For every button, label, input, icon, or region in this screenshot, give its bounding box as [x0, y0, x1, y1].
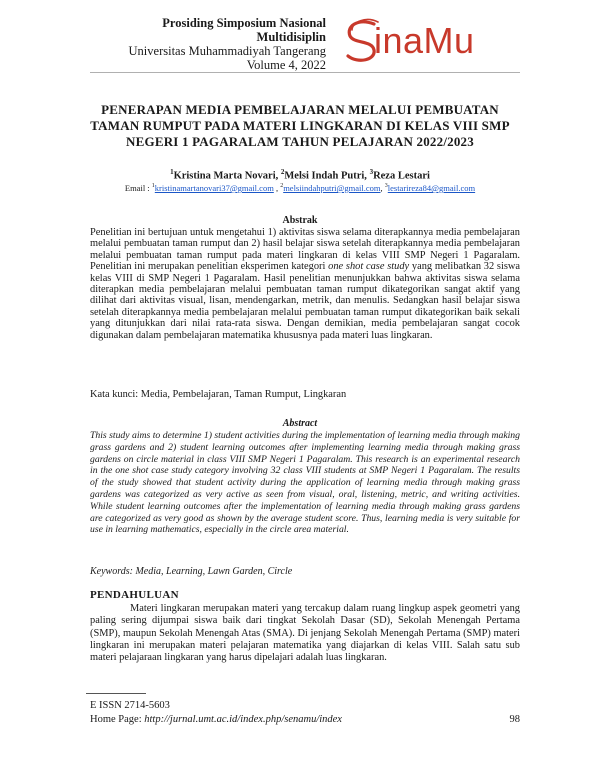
email-label: Email :	[124, 183, 152, 193]
email-1-affil: 1	[151, 183, 155, 190]
header-divider	[90, 72, 520, 73]
paper-title: PENERAPAN MEDIA PEMBELAJARAN MELALUI PEMBUATAN TAMAN RUMPUT PADA MATERI LINGKARAN DI KELAS VIII SMP NEGERI 1 PAGARALAM TAHUN PELAJARAN 2022/2023	[90, 102, 510, 149]
abstract-heading: Abstract	[282, 418, 318, 429]
author-2-affil: 2	[280, 168, 285, 176]
kata-kunci: Kata kunci: Media, Pembelajaran, Taman Rumput, Lingkaran	[90, 389, 347, 400]
footer-divider	[86, 693, 146, 694]
pendahuluan-paragraph: Materi lingkaran merupakan materi yang tercakup dalam ruang lingkup aspek geometri yang paling sering dijumpai siswa baik dari tingkat Sekolah Dasar (SD), Sekolah Menengah Pertama (SMP), maupun Sekolah Menengah Atas (SMA). Di jenjang Sekolah Menengah Pertama (SMP) materi lingkaran ini merupakan materi pelajaran matematika yang diajarkan di kelas VIII. Salah satu sub materi pelajaraan lingkaran yang harus dipelajari adalah luas lingkaran.	[90, 603, 520, 664]
keywords: Keywords: Media, Learning, Lawn Garden, Circle	[90, 566, 293, 577]
email-line	[60, 183, 540, 193]
email-link-3[interactable]: lestarireza84@gmail.com	[387, 183, 476, 193]
email-2-affil: 2	[280, 183, 284, 190]
author-2: Melsi Indah Putri,	[284, 170, 370, 182]
email-sep: ,	[273, 183, 281, 193]
university-name: Universitas Muhammadiyah Tangerang	[128, 44, 326, 58]
page-number: 98	[509, 714, 520, 725]
abstrak-text-part: yang melibatkan 32 siswa kelas VIII di SMP Negeri 1 Pagaralam. Hasil penelitian menunjukkan bahwa aktivitas siswa selama diterapkan media pembelajaran melalui pembuatan taman rumput dikategorikan sangat aktif yang dilihat dari aktivitas visual, lisan, mendengarkan, metrik, dan menulis. Sedangkan hasil belajar siswa setelah diterapkannya media pembelajaran melalui pembuatan taman rumput dikategorikan baik sekali yang ditunjukkan dari nilai rata-rata siswa. Dengan demikian, media pembelajaran sangat cocok digunakan dalam pembelajaran matematika khususnya pada materi luas lingkaran.	[90, 261, 521, 341]
abstrak-heading: Abstrak	[282, 215, 318, 226]
abstrak-italic-term: one shot case study	[328, 261, 410, 273]
email-3-affil: 3	[384, 183, 388, 190]
author-list	[90, 168, 510, 182]
volume-label: Volume 4, 2022	[246, 58, 326, 72]
homepage-line	[90, 714, 342, 725]
proceedings-name: Prosiding Simposium Nasional Multidisiplin	[162, 16, 326, 44]
email-sep: ,	[380, 183, 385, 193]
abstract-text: This study aims to determine 1) student activities during the implementation of learning media through making grass gardens and 2) student learning outcomes after implementing learning media through making grass gardens on circle material in class VIII SMP Negeri 1 Pagaralam. This research is an experimental research in the one shot case study category involving 32 class VIII students at SMP Negeri 1 Pagaralam. The results of the study showed that student activity during the application of learning media through making grass gardens was categorized as very active as seen from visual, oral, listening, metric, and writing activities. While student learning outcomes after the implementation of learning media through making grass gardens are categorized as very good as shown by the average student score. Thus, learning media is very suitable for use in learning mathematics, especially in the circle area material.	[90, 430, 520, 536]
email-link-1[interactable]: kristinamartanovari37@gmail.com	[154, 183, 274, 193]
email-link-2[interactable]: melsiindahputri@gmail.com	[283, 183, 381, 193]
senamu-logo	[344, 18, 514, 64]
logo-wordmark: inaMu	[374, 20, 475, 61]
author-3: Reza Lestari	[373, 170, 430, 182]
abstrak-text	[90, 227, 520, 341]
homepage-label: Home Page:	[90, 714, 145, 725]
issn-label: E ISSN 2714-5603	[90, 700, 170, 711]
section-heading-pendahuluan: PENDAHULUAN	[90, 589, 179, 601]
author-1-affil: 1	[170, 168, 174, 176]
journal-header	[118, 16, 326, 72]
author-1: Kristina Marta Novari,	[173, 170, 281, 182]
abstrak-text-part: Penelitian ini bertujuan untuk mengetahui 1) aktivitas siswa selama diterapkannya media pembelajaran melalui pembuatan taman rumput dan 2) hasil belajar siswa setelah diterapkannya media pembelajaran melalui pembuatan taman rumput pada materi lingkaran di kelas VIII SMP Negeri 1 Pagaralam. Penelitian ini merupakan penelitian eksperimen kategori	[90, 227, 520, 273]
homepage-link[interactable]: http://jurnal.umt.ac.id/index.php/senamu/index	[144, 714, 342, 725]
author-3-affil: 3	[369, 168, 374, 176]
